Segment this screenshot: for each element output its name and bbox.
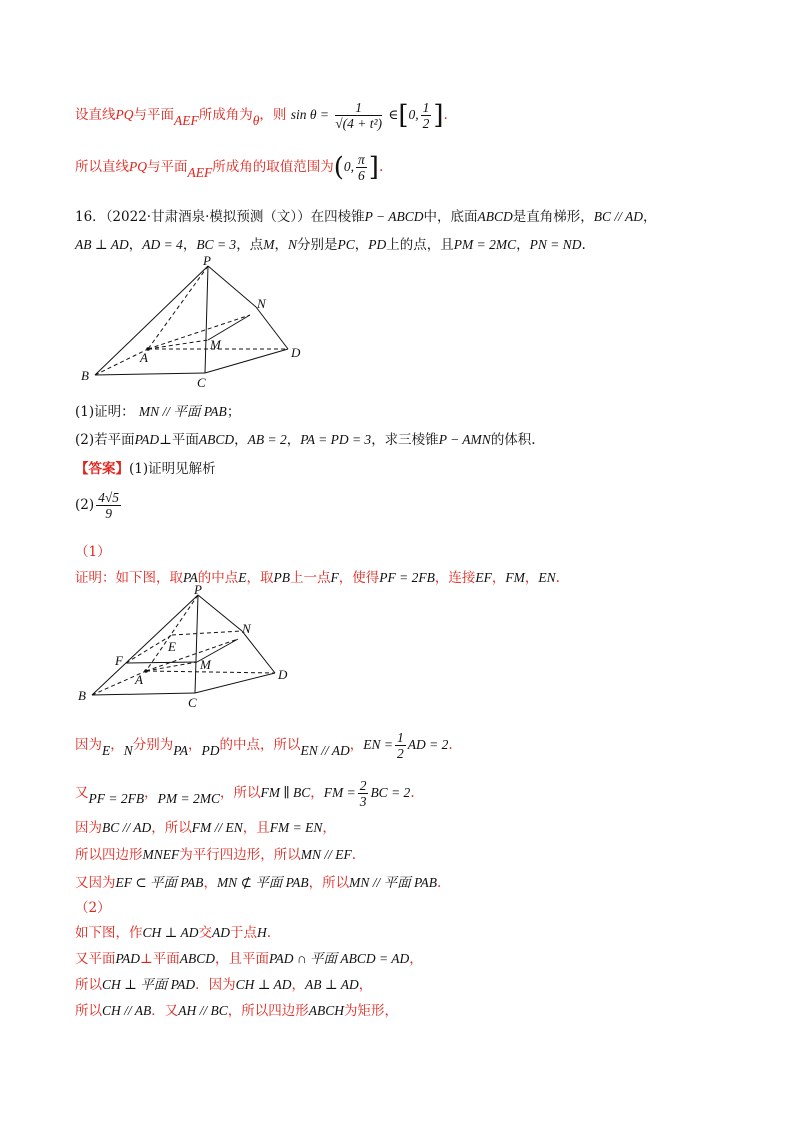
solution-1-conclusion: 又因为EF ⊂ 平面 PAB，MN ⊄ 平面 PAB，所以MN // 平面 PAB. (75, 875, 442, 891)
question-16-line-1: 16．（2022·甘肃酒泉·模拟预测（文））在四棱锥P − ABCD中，底面ABCD是直角梯形，BC // AD， (75, 209, 657, 225)
label-p: P (203, 255, 211, 268)
solution-2-rectangle: 所以CH // AB．又AH // BC，所以四边形ABCH为矩形， (75, 1003, 399, 1019)
solution-2-construction: 如下图，作CH ⊥ AD交AD于点H. (75, 925, 271, 941)
solution-1-midpoints: 因为E，N分别为PA，PD的中点，所以EN // AD，EN = $\frac{1}{2}$ AD = 2. (75, 730, 453, 761)
question-16-line-2: AB ⊥ AD，AD = 4，BC = 3，点M，N分别是PC，PD上的点，且PM = 2MC，PN = ND. (75, 237, 586, 253)
part-1-prompt: (1)证明： MN // 平面 PAB； (75, 404, 241, 420)
answer-part-2: (2) $\frac{4√5}{9}$ (75, 490, 120, 521)
solution-2-planes: 又平面PAD⊥平面ABCD，且平面PAD ∩ 平面 ABCD = AD， (75, 951, 423, 967)
label-m: M (210, 337, 221, 352)
solution-1-parallelogram: 所以四边形MNEF为平行四边形，所以MN // EF. (75, 847, 357, 863)
solution-1-construction: 证明：如下图，取PA的中点E，取PB上一点F，使得PF = 2FB，连接EF，FM，EN. (75, 570, 560, 586)
solution-line-angle-range: 所以直线PQ与平面AEF所成角的取值范围为(0, $\frac{\pi}{6}$ ]. (75, 152, 384, 183)
solution-1-fm-en: 因为BC // AD，所以FM // EN，且FM = EN， (75, 820, 336, 836)
label-p: P (194, 585, 202, 597)
label-d: D (291, 345, 301, 360)
solution-part-2-label: （2） (75, 900, 111, 916)
label-n: N (242, 621, 251, 636)
answer-line: 【答案】(1)证明见解析 (75, 461, 216, 477)
label-a: A (135, 672, 143, 687)
solution-1-fm-parallel: 又PF = 2FB，PM = 2MC，所以FM ∥ BC，FM = $\frac{2}{3}$ BC = 2. (75, 778, 415, 809)
label-n: N (257, 296, 266, 311)
solution-2-perpendicular: 所以CH ⊥ 平面 PAD．因为CH ⊥ AD，AB ⊥ AD， (75, 977, 373, 993)
part-2-prompt: (2)若平面PAD⊥平面ABCD，AB = 2，PA = PD = 3，求三棱锥P − AMN的体积. (75, 432, 536, 448)
pyramid-figure-1 (70, 255, 320, 390)
label-b: B (81, 368, 89, 383)
label-d: D (278, 667, 288, 682)
pyramid-figure-2 (70, 585, 310, 710)
label-m: M (200, 657, 211, 672)
label-b: B (78, 688, 86, 703)
label-a: A (140, 350, 148, 365)
label-f: F (115, 653, 123, 668)
solution-line-sin-theta: 设直线PQ与平面AEF所成角为θ，则 sin θ = $\frac{1}{\text{√(4 + t²)}}$ ∈[0, $\frac{1}{2}$ ]. (75, 100, 448, 131)
solution-part-1-label: （1） (75, 544, 111, 560)
label-c: C (197, 375, 206, 390)
label-e: E (168, 639, 176, 654)
label-c: C (188, 695, 197, 710)
